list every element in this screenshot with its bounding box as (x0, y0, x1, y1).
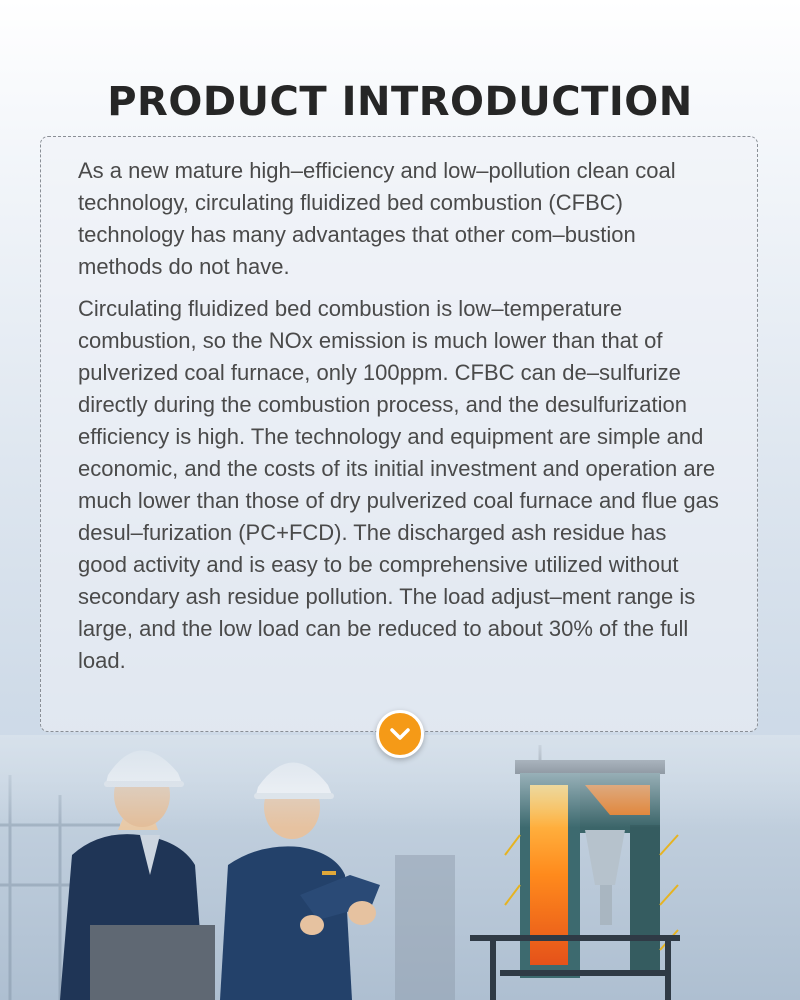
scene-graphic (0, 735, 800, 1000)
intro-paragraph-1: As a new mature high–efficiency and low–pollution clean coal technology, circulating fluidized bed combustion (CFBC) technology has many advantages that other com–bustion methods do not have. (78, 158, 676, 279)
intro-paragraph-2: Circulating fluidized bed combustion is low–temperature combustion, so the NOx emission is much lower than that of pulverized coal furnace, only 100ppm. CFBC can de–sulfurize directly during the combustion process, and the desulfurization efficiency is high. The technology and equipment are simple and economic, and the costs of its initial investment and operation are much lower than those of dry pulverized coal furnace and flue gas desul–furization (PC+FCD). The discharged ash residue has good activity and is easy to be comprehensive utilized without secondary ash residue pollution. The load adjust–ment range is large, and the low load can be reduced to about 30% of the full load. (78, 296, 719, 673)
scroll-down-button[interactable] (376, 710, 424, 758)
industrial-scene-illustration (0, 735, 800, 1000)
page-title: PRODUCT INTRODUCTION (107, 78, 693, 125)
chevron-down-icon (389, 727, 411, 741)
intro-text-box (40, 136, 758, 732)
